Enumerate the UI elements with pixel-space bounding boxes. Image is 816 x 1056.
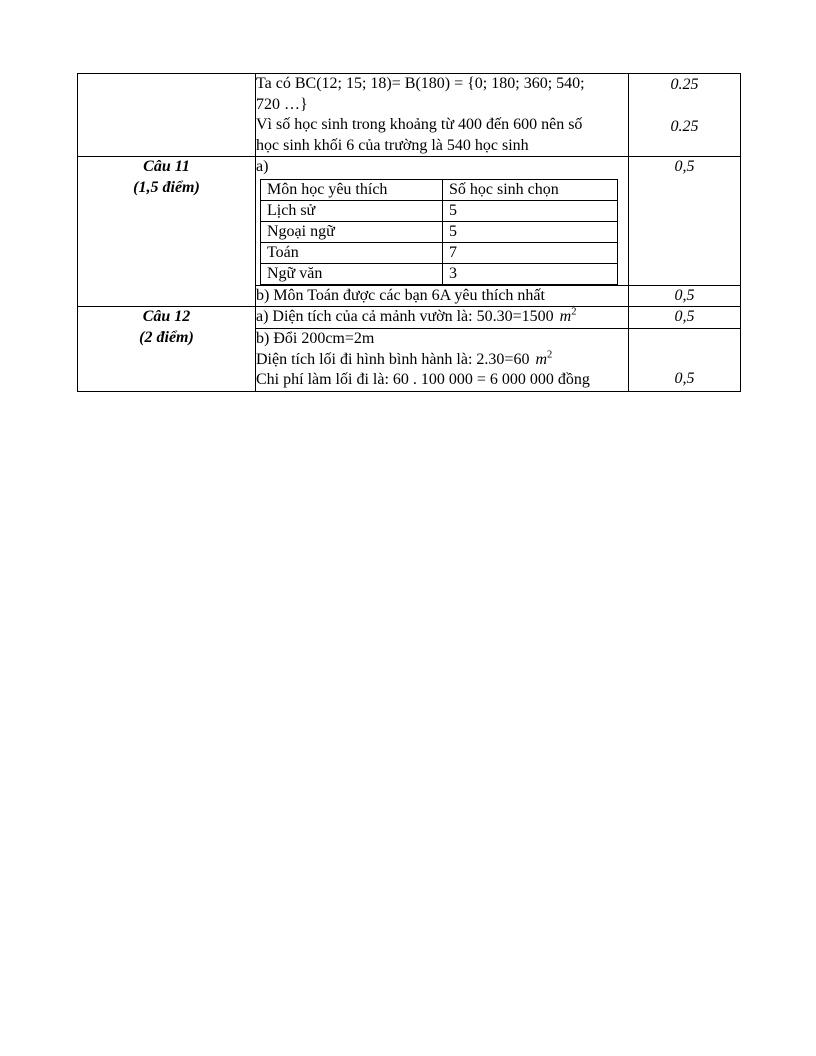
answer-line: Chi phí làm lối đi là: 60 . 100 000 = 6 000 000 đồng [256,371,590,388]
answer-text: a) Diện tích của cả mảnh vườn là: 50.30=1500 [256,308,554,325]
question-points: (2 điểm) [139,328,194,346]
answer-line: 720 …} [256,95,308,113]
part-label: a) [256,158,269,175]
favorite-subjects-table [260,179,618,285]
cau11-b-cell [256,285,629,307]
unit-m: m [535,350,547,368]
answer-line: Ta có BC(12; 15; 18)= B(180) = {0; 180; 360; 540; [256,75,585,92]
answer-text: Diện tích lối đi hình bình hành là: 2.30=60 [256,350,530,368]
cau11-a-cell [256,157,629,286]
subject-name: Ngữ văn [261,263,443,284]
score-value: 0,5 [674,286,695,304]
row-cau12-a [78,307,741,329]
question-number: Câu 11 [143,158,190,175]
score-spacer [629,96,740,117]
cau12-a-score-cell [629,307,741,329]
subject-row [261,221,618,242]
bc-score-cell [629,74,741,157]
unit-exponent: 2 [547,349,553,361]
subject-name: Lịch sử [261,200,443,221]
subject-row [261,200,618,221]
score-value: 0,5 [674,370,695,387]
bc-answer-cell [256,74,629,157]
unit-exponent: 2 [571,306,577,318]
score-value: 0,5 [674,308,695,325]
subject-count: 7 [443,242,618,263]
question-number: Câu 12 [142,308,191,325]
row-bc-answer [78,74,741,157]
cau12-a-cell [256,307,629,329]
answer-key-table [77,73,741,392]
question-cell-cau11 [78,157,256,307]
answer-line [256,350,628,371]
subjects-header-count: Số học sinh chọn [443,179,618,200]
score-value: 0.25 [670,117,699,135]
subject-count: 5 [443,221,618,242]
subject-row [261,263,618,284]
cau12-b-score-cell [629,329,741,392]
row-cau11-a [78,157,741,286]
subject-count: 5 [443,200,618,221]
score-value: 0,5 [674,158,695,175]
subject-name: Ngoại ngữ [261,221,443,242]
answer-line: b) Môn Toán được các bạn 6A yêu thích nhất [256,286,545,304]
answer-line: b) Đổi 200cm=2m [256,330,375,347]
unit-m: m [559,308,572,325]
subject-name: Toán [261,242,443,263]
subject-row [261,242,618,263]
cau11-a-score-cell [629,157,741,286]
subject-count: 3 [443,263,618,284]
question-cell-cau12 [78,307,256,392]
cau11-b-score-cell [629,285,741,307]
cau12-b-cell [256,329,629,392]
score-value: 0.25 [670,76,699,93]
subjects-header-row [261,179,618,200]
subjects-header-subject: Môn học yêu thích [261,179,443,200]
answer-line: Vì số học sinh trong khoảng từ 400 đến 600 nên số [256,116,583,133]
answer-line [256,307,628,328]
answer-line: học sinh khối 6 của trường là 540 học sinh [256,136,529,154]
question-cell-empty [78,74,256,157]
question-points: (1,5 điểm) [133,178,200,196]
